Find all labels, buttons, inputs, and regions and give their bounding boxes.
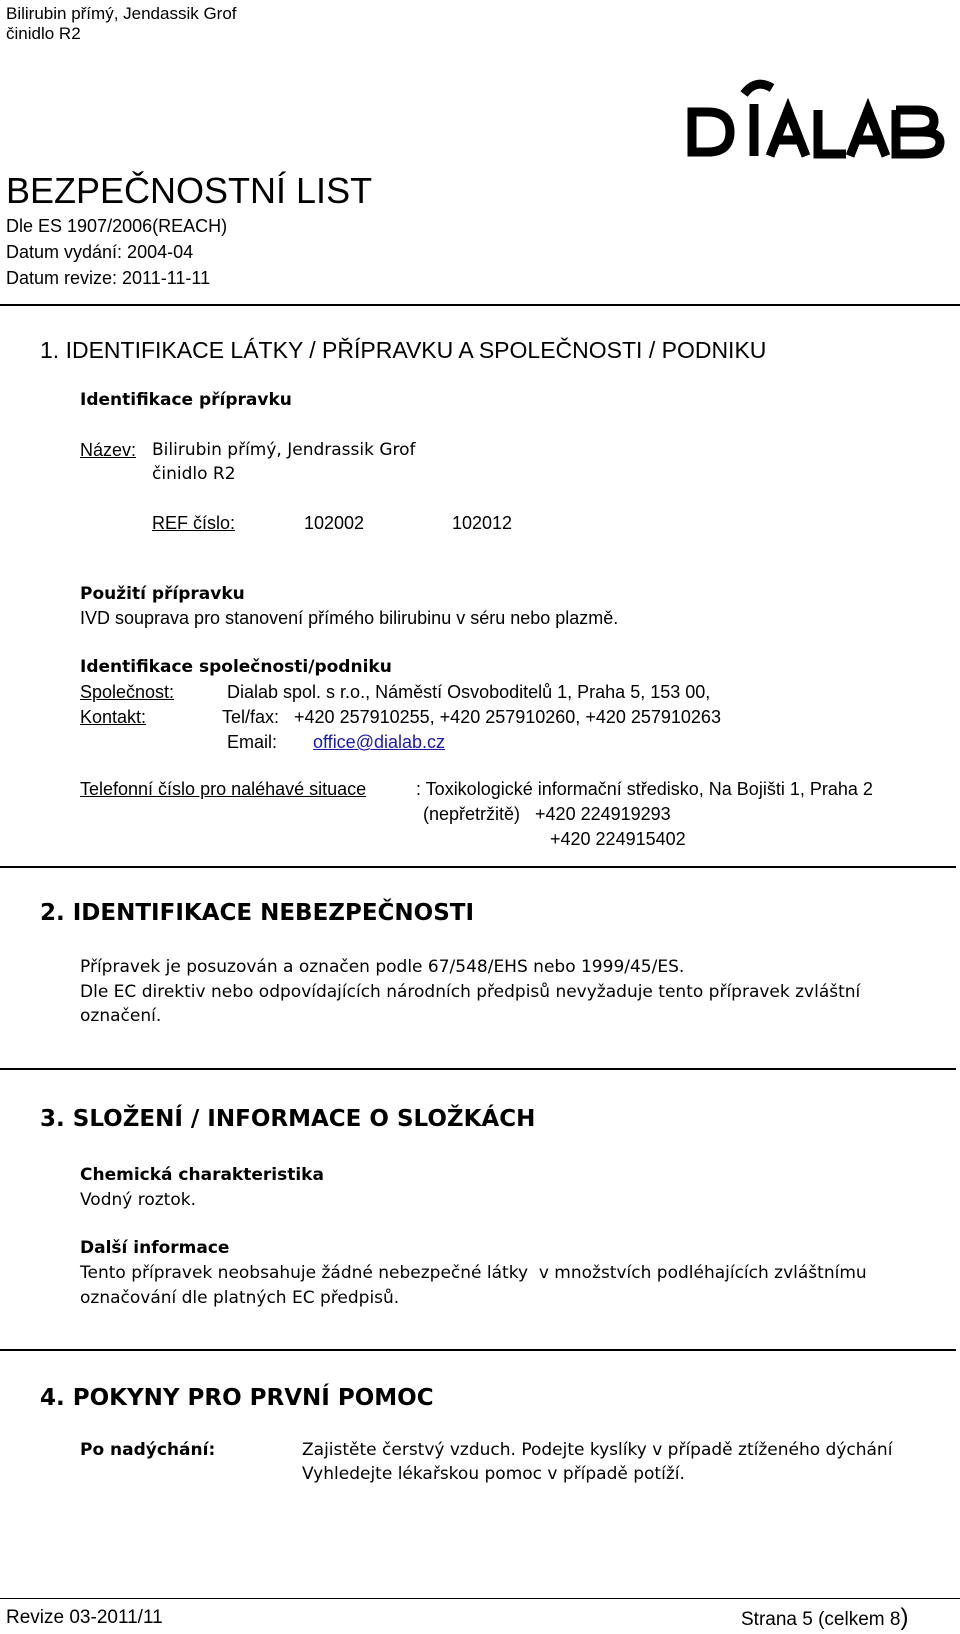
footer-page-close: ) [900,1604,909,1631]
email-label: Email: [227,732,278,752]
more-heading: Další informace [80,1238,230,1258]
inhalation-line-2: Vyhledejte lékařskou pomoc v případě potíží. [302,1464,685,1484]
ref-number-1: 102002 [304,513,365,533]
company-heading: Identifikace společnosti/podniku [80,657,392,677]
use-text: IVD souprava pro stanovení přímého bilirubinu v séru nebo plazmě. [80,608,619,628]
document-title: BEZPEČNOSTNÍ LIST [6,170,373,211]
section-2-line-3: označení. [80,1006,162,1026]
name-line-1: Bilirubin přímý, Jendrassik Grof [152,440,416,460]
footer-revision: Revize 03-2011/11 [6,1607,163,1628]
more-line-1: Tento přípravek neobsahuje žádné nebezpečné látky v množstvích podléhajících zvláštnímu [80,1263,867,1283]
section-2-heading: 2. IDENTIFIKACE NEBEZPEČNOSTI [40,900,475,926]
chem-heading: Chemická charakteristika [80,1165,324,1185]
section-3-heading: 3. SLOŽENÍ / INFORMACE O SLOŽKÁCH [40,1106,536,1132]
company-label: Společnost: [80,682,175,702]
emergency-line-3: +420 224915402 [550,829,686,849]
emergency-label: Telefonní číslo pro naléhavé situace [80,779,367,799]
ref-label: REF číslo: [152,513,236,533]
divider [0,866,956,868]
issue-date: Datum vydání: 2004-04 [6,242,194,262]
inhalation-label: Po nadýchání: [80,1440,216,1460]
divider [0,304,960,306]
running-header-reagent: činidlo R2 [6,24,81,43]
company-value: Dialab spol. s r.o., Náměstí Osvoboditelů 1, Praha 5, 153 00, [227,682,711,702]
footer-page-text: Strana 5 (celkem 8 [741,1609,901,1630]
section-1-heading: 1. IDENTIFIKACE LÁTKY / PŘÍPRAVKU A SPOLEČNOSTI / PODNIKU [40,337,767,363]
inhalation-line-1: Zajistěte čerstvý vzduch. Podejte kyslíky v případě ztíženého dýchání [302,1440,893,1460]
divider [0,1068,956,1070]
name-label: Název: [80,440,137,460]
emergency-line-2: (nepřetržitě) +420 224919293 [423,804,671,824]
ref-number-2: 102012 [452,513,513,533]
footer-divider [0,1598,960,1599]
section-2-line-2: Dle EC direktiv nebo odpovídajících národních předpisů nevyžaduje tento přípravek zvláštní [80,982,861,1002]
chem-text: Vodný roztok. [80,1190,196,1210]
email-link[interactable]: office@dialab.cz [313,732,446,752]
more-line-2: označování dle platných EC předpisů. [80,1288,400,1308]
running-header-product: Bilirubin přímý, Jendassik Grof [6,4,237,23]
divider [0,1349,956,1351]
revision-date: Datum revize: 2011-11-11 [6,268,211,288]
section-1-ident-heading: Identifikace přípravku [80,390,292,410]
regulation: Dle ES 1907/2006(REACH) [6,216,228,236]
footer-page-number [741,1604,909,1631]
contact-value: Tel/fax: +420 257910255, +420 257910260, +420 257910263 [222,707,721,727]
contact-label: Kontakt: [80,707,147,727]
section-4-heading: 4. POKYNY PRO PRVNÍ POMOC [40,1385,434,1411]
logo-text: DIALAB [686,74,690,75]
section-2-line-1: Přípravek je posuzován a označen podle 67/548/EHS nebo 1999/45/ES. [80,957,685,977]
emergency-value: : Toxikologické informační středisko, Na Bojišti 1, Praha 2 [416,779,873,799]
dialab-logo [686,74,950,166]
use-heading: Použití přípravku [80,584,245,604]
name-line-2: činidlo R2 [152,464,236,484]
